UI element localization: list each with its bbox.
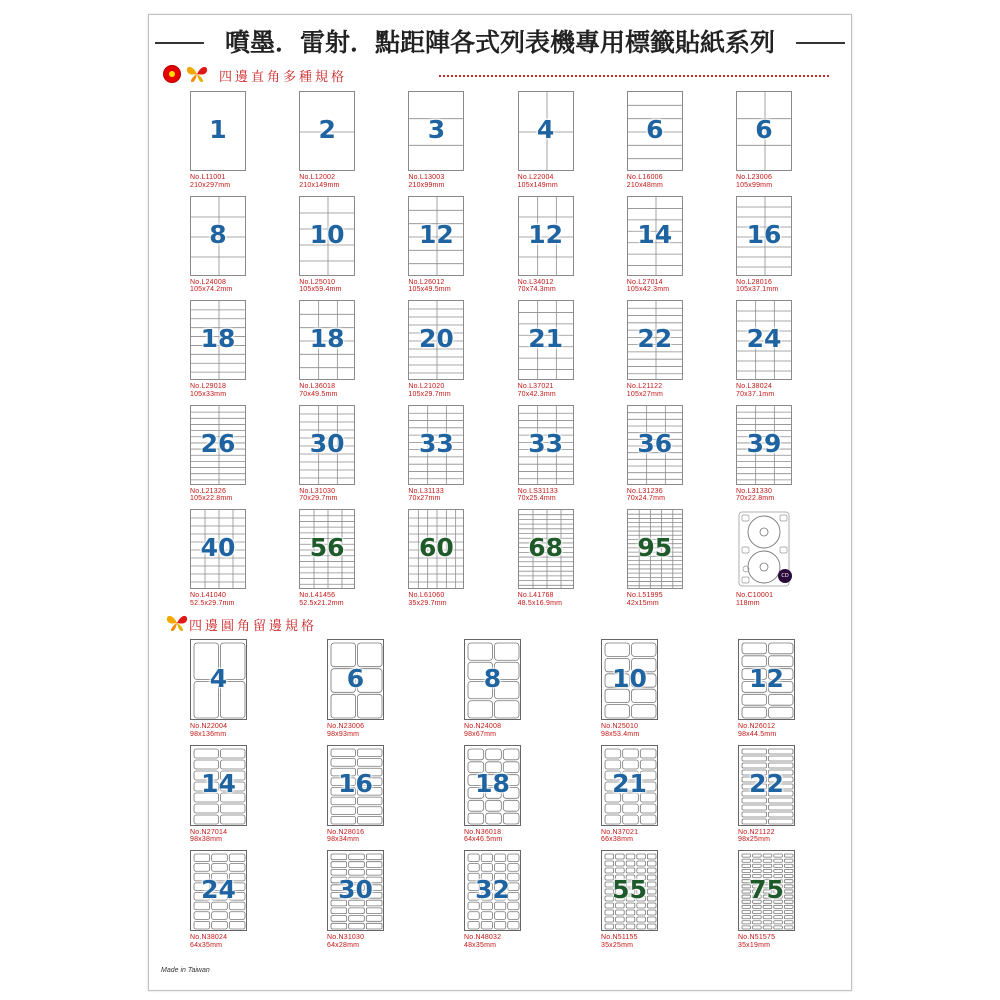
label-sheet-item <box>299 509 355 609</box>
label-count: 10 <box>612 663 647 693</box>
label-size: 98x136mm <box>190 730 227 738</box>
label-sheet-item <box>736 196 792 296</box>
label-size: 105x37.1mm <box>736 286 779 293</box>
made-in-note: Made in Taiwan <box>161 967 210 974</box>
section-title: 四邊直角多種規格 <box>219 70 348 85</box>
label-count: 3 <box>427 115 446 144</box>
product-code <box>299 592 344 607</box>
label-sheet-thumbnail <box>518 405 574 485</box>
product-number: No.N28016 <box>327 828 365 836</box>
label-count: 12 <box>528 219 563 249</box>
label-size: 48x35mm <box>464 941 497 949</box>
label-sheet-item <box>627 91 683 191</box>
butterfly-icon <box>165 613 189 633</box>
product-code <box>299 279 341 294</box>
label-sheet-thumbnail <box>190 300 246 380</box>
label-sheet-thumbnail <box>408 196 464 276</box>
label-sheet-item <box>518 509 574 609</box>
label-size: 98x38mm <box>190 836 223 843</box>
label-sheet-item <box>627 509 683 609</box>
label-size: 70x24.7mm <box>626 495 666 502</box>
label-size: 98x25mm <box>738 836 771 843</box>
label-sheet-thumbnail <box>299 509 355 589</box>
product-number: No.N22004 <box>190 723 228 730</box>
label-count: 8 <box>483 663 502 693</box>
label-sheet-item <box>190 509 246 609</box>
label-sheet-item <box>738 639 795 740</box>
product-code <box>408 174 444 189</box>
product-number: No.N27014 <box>190 828 228 836</box>
product-number: No.L23006 <box>736 174 773 181</box>
label-count: 40 <box>200 533 236 562</box>
label-size: 98x67mm <box>464 730 497 738</box>
label-size: 105x27mm <box>626 390 664 398</box>
label-sheet-thumbnail <box>518 91 574 171</box>
product-number: No.L41040 <box>190 592 227 599</box>
label-sheet-item <box>408 509 464 609</box>
product-number: No.L21020 <box>408 383 445 390</box>
label-count: 26 <box>200 428 236 458</box>
label-count: 2 <box>318 115 336 144</box>
label-sheet-item <box>408 300 464 400</box>
label-count: 6 <box>646 115 664 144</box>
label-sheet-thumbnail <box>327 850 384 931</box>
label-sheet-thumbnail <box>738 639 795 720</box>
label-count: 32 <box>475 874 510 904</box>
label-sheet-item <box>738 745 795 846</box>
label-count: 22 <box>749 769 784 798</box>
product-code <box>408 592 446 607</box>
label-count: 36 <box>637 428 673 458</box>
label-size: 98x34mm <box>327 836 360 843</box>
product-code <box>327 829 364 844</box>
label-count: 1 <box>209 115 227 144</box>
product-code <box>518 174 558 189</box>
label-sheet-item <box>299 405 355 505</box>
label-sheet-thumbnail <box>736 509 792 589</box>
label-sheet-thumbnail <box>736 91 792 171</box>
label-sheet-thumbnail <box>190 405 246 485</box>
label-sheet-item <box>408 91 464 191</box>
product-number: No.N48032 <box>464 934 502 941</box>
label-sheet-item <box>464 745 521 846</box>
label-count: 14 <box>201 769 236 798</box>
label-size: 35x19mm <box>738 941 771 949</box>
product-code <box>738 934 775 949</box>
label-sheet-item <box>299 300 355 400</box>
product-number: No.L21122 <box>626 383 663 390</box>
product-number: No.N21122 <box>738 828 775 836</box>
label-size: 70x22.8mm <box>736 495 775 502</box>
product-number: No.LS31133 <box>517 487 558 495</box>
product-code <box>601 829 638 844</box>
product-code <box>736 592 773 607</box>
label-sheet-item <box>464 850 521 951</box>
product-number: No.N24008 <box>464 723 502 730</box>
product-code <box>518 592 563 607</box>
label-count: 60 <box>418 533 454 562</box>
product-code <box>736 174 772 189</box>
label-size: 70x37.1mm <box>736 390 775 398</box>
label-sheet-item <box>736 509 792 609</box>
section-rounded-corners <box>149 614 851 634</box>
product-number: No.L16006 <box>626 174 663 181</box>
label-count: 14 <box>637 219 673 249</box>
label-count: 16 <box>746 219 782 249</box>
product-number: No.L41768 <box>517 592 554 599</box>
label-count: 39 <box>746 428 782 458</box>
label-sheet-item <box>464 639 521 740</box>
product-code <box>518 488 558 503</box>
label-sheet-item <box>736 300 792 400</box>
label-sheet-item <box>518 196 574 296</box>
label-sheet-thumbnail <box>408 91 464 171</box>
label-sheet-thumbnail <box>408 405 464 485</box>
product-number: No.L41456 <box>299 592 336 599</box>
cd-badge: CD <box>778 569 792 583</box>
label-sheet-thumbnail <box>736 196 792 276</box>
product-code <box>736 488 774 503</box>
label-sheet-item <box>190 300 246 400</box>
product-code <box>736 279 778 294</box>
label-sheet-thumbnail <box>190 91 246 171</box>
brand-logo-icon <box>163 65 181 83</box>
title-rule-left <box>155 42 211 44</box>
label-sheet-thumbnail <box>299 300 355 380</box>
product-code <box>601 723 639 738</box>
label-size: 105x42.3mm <box>626 286 670 293</box>
product-code <box>627 592 663 607</box>
product-number: No.N26012 <box>738 723 776 730</box>
product-code <box>190 829 227 844</box>
label-count: 33 <box>418 428 454 458</box>
label-size: 210x99mm <box>408 181 445 189</box>
label-count: 18 <box>200 324 236 353</box>
product-number: No.N25010 <box>601 723 639 730</box>
label-size: 98x93mm <box>327 730 360 738</box>
label-sheet-thumbnail <box>299 196 355 276</box>
label-count: 18 <box>475 769 510 798</box>
product-number: No.L31030 <box>299 487 336 495</box>
product-number: No.L37021 <box>517 383 554 390</box>
label-count: 4 <box>536 115 555 144</box>
label-size: 35x25mm <box>601 941 634 949</box>
label-sheet-thumbnail <box>601 850 658 931</box>
label-sheet-thumbnail <box>627 300 683 380</box>
product-code <box>518 383 556 398</box>
product-code <box>627 279 669 294</box>
label-count: 55 <box>612 874 647 904</box>
label-count: 21 <box>612 769 647 798</box>
product-number: No.L51995 <box>626 592 663 599</box>
product-code <box>738 723 776 738</box>
label-sheet-item <box>327 745 384 846</box>
label-size: 70x29.7mm <box>299 495 338 502</box>
product-code <box>299 174 339 189</box>
product-number: No.L61060 <box>408 592 445 599</box>
label-sheet-thumbnail <box>190 850 247 931</box>
product-number: No.L27014 <box>626 278 663 286</box>
label-size: 98x44.5mm <box>738 730 777 738</box>
label-size: 48.5x16.9mm <box>517 599 563 607</box>
label-sheet-item <box>408 405 464 505</box>
product-number: No.L31330 <box>736 487 773 495</box>
label-sheet-thumbnail <box>190 639 247 720</box>
label-sheet-item <box>190 91 246 191</box>
label-sheet-item <box>299 91 355 191</box>
product-code <box>736 383 774 398</box>
label-sheet-item <box>627 405 683 505</box>
section-title: 四邊圓角留邊規格 <box>189 619 318 634</box>
label-count: 10 <box>309 219 345 249</box>
label-count: 75 <box>749 874 784 904</box>
label-sheet-item <box>518 300 574 400</box>
label-sheet-thumbnail <box>327 639 384 720</box>
title-rule-right <box>789 42 845 44</box>
product-code <box>738 829 775 844</box>
label-size: 52.5x21.2mm <box>299 599 344 607</box>
product-number: No.L29018 <box>190 383 227 390</box>
label-sheet-thumbnail <box>518 300 574 380</box>
product-code <box>627 488 665 503</box>
label-count: 6 <box>346 663 365 693</box>
label-sheet-item <box>627 300 683 400</box>
label-sheet-item <box>601 639 658 740</box>
label-sheet-item <box>601 745 658 846</box>
product-number: No.N23006 <box>327 723 365 730</box>
label-sheet-thumbnail <box>190 509 246 589</box>
product-number: No.L24008 <box>190 278 227 286</box>
product-number: No.L22004 <box>517 174 554 181</box>
product-code <box>327 723 364 738</box>
label-count: 33 <box>528 428 563 458</box>
product-code <box>190 488 232 503</box>
product-code <box>408 488 444 503</box>
product-code <box>299 488 337 503</box>
label-count: 16 <box>338 769 373 798</box>
label-sheet-thumbnail <box>464 639 521 720</box>
label-sheet-thumbnail <box>518 509 574 589</box>
label-count: 30 <box>338 874 373 904</box>
product-code <box>627 383 663 398</box>
label-sheet-item <box>408 196 464 296</box>
label-size: 70x49.5mm <box>299 390 338 398</box>
label-size: 42x15mm <box>626 599 659 607</box>
product-number: No.L31236 <box>626 487 663 495</box>
product-code <box>518 279 556 294</box>
label-sheet-thumbnail <box>627 405 683 485</box>
label-count: 6 <box>755 115 773 144</box>
label-size: 105x33mm <box>190 390 227 398</box>
dotted-rule <box>439 75 829 77</box>
product-code <box>408 383 450 398</box>
product-code <box>464 934 501 949</box>
label-size: 210x48mm <box>626 181 664 189</box>
label-count: 68 <box>528 533 563 562</box>
product-number: No.L38024 <box>736 383 773 390</box>
label-size: 70x25.4mm <box>517 495 556 502</box>
label-size: 105x149mm <box>517 181 558 189</box>
product-number: No.N38024 <box>190 934 228 941</box>
label-sheet-thumbnail <box>627 196 683 276</box>
product-number: No.C10001 <box>736 592 774 599</box>
label-count: 18 <box>309 324 345 353</box>
product-code <box>464 723 501 738</box>
label-size: 105x74.2mm <box>190 286 233 293</box>
label-sheet-thumbnail <box>601 639 658 720</box>
label-sheet-item <box>736 91 792 191</box>
product-number: No.L12002 <box>299 174 336 181</box>
label-sheet-item <box>190 196 246 296</box>
product-number: No.L36018 <box>299 383 336 390</box>
label-sheet-thumbnail <box>190 745 247 826</box>
label-size: 66x38mm <box>601 836 634 843</box>
label-sheet-thumbnail <box>736 300 792 380</box>
label-size: 105x29.7mm <box>408 390 451 398</box>
product-number: No.N37021 <box>601 828 639 836</box>
label-count: 4 <box>209 663 228 693</box>
product-code <box>464 829 502 844</box>
label-sheet-item <box>601 850 658 951</box>
product-number: No.L31133 <box>408 487 444 495</box>
label-size: 118mm <box>736 599 760 607</box>
label-count: 24 <box>201 874 236 904</box>
label-sheet-thumbnail <box>736 405 792 485</box>
product-number: No.N51155 <box>601 934 638 941</box>
label-sheet-thumbnail <box>464 850 521 931</box>
label-count: 24 <box>746 324 782 353</box>
label-size: 35x29.7mm <box>408 599 447 607</box>
catalog-sheet <box>148 14 852 991</box>
label-count: 56 <box>309 533 345 562</box>
label-size: 64x35mm <box>190 941 223 949</box>
label-size: 210x149mm <box>299 181 340 189</box>
label-count: 12 <box>749 663 784 693</box>
label-sheet-item <box>190 745 247 846</box>
product-code <box>627 174 663 189</box>
label-size: 105x59.4mm <box>299 286 342 293</box>
label-sheet-thumbnail <box>518 196 574 276</box>
label-sheet-thumbnail <box>190 196 246 276</box>
label-sheet-item <box>327 850 384 951</box>
label-sheet-item <box>736 405 792 505</box>
label-sheet-item <box>738 850 795 951</box>
product-number: No.L21326 <box>190 487 227 495</box>
product-number: No.N31030 <box>327 934 365 941</box>
page-title: 噴墨．雷射．點距陣各式列表機專用標籤貼紙系列 <box>204 23 796 59</box>
label-sheet-item <box>627 196 683 296</box>
label-sheet-item <box>190 639 247 740</box>
label-sheet-item <box>518 91 574 191</box>
label-count: 21 <box>528 324 563 353</box>
label-sheet-item <box>518 405 574 505</box>
label-sheet-item <box>190 850 247 951</box>
label-count: 30 <box>309 428 345 458</box>
label-size: 105x49.5mm <box>408 286 451 293</box>
label-count: 12 <box>418 219 454 249</box>
label-sheet-thumbnail <box>738 850 795 931</box>
product-number: No.L25010 <box>299 278 336 286</box>
label-size: 70x42.3mm <box>517 390 556 398</box>
label-size: 210x297mm <box>190 181 231 189</box>
label-sheet-thumbnail <box>408 300 464 380</box>
label-sheet-thumbnail <box>627 509 683 589</box>
product-code <box>299 383 337 398</box>
label-sheet-thumbnail <box>299 405 355 485</box>
label-sheet-thumbnail <box>464 745 521 826</box>
label-sheet-thumbnail <box>601 745 658 826</box>
label-size: 98x53.4mm <box>601 730 640 738</box>
label-sheet-thumbnail <box>327 745 384 826</box>
label-size: 64x28mm <box>327 941 360 949</box>
product-number: No.L11001 <box>190 174 226 181</box>
product-number: No.N36018 <box>464 828 502 836</box>
label-sheet-thumbnail <box>627 91 683 171</box>
product-number: No.L28016 <box>736 278 773 286</box>
product-code <box>327 934 364 949</box>
product-code <box>601 934 638 949</box>
product-code <box>190 174 230 189</box>
label-size: 70x74.3mm <box>517 286 556 293</box>
butterfly-icon <box>185 64 209 84</box>
label-count: 22 <box>637 324 673 353</box>
label-count: 8 <box>209 219 227 249</box>
section-square-corners <box>149 65 851 85</box>
product-code <box>408 279 450 294</box>
label-sheet-item <box>190 405 246 505</box>
product-number: No.L13003 <box>408 174 445 181</box>
product-code <box>190 279 232 294</box>
label-size: 52.5x29.7mm <box>190 599 235 607</box>
label-sheet-thumbnail <box>408 509 464 589</box>
label-size: 105x99mm <box>736 181 773 189</box>
product-code <box>190 383 226 398</box>
label-size: 64x46.5mm <box>464 836 503 843</box>
product-code <box>190 934 227 949</box>
label-count: 95 <box>637 533 673 562</box>
product-code <box>190 723 227 738</box>
product-number: No.L26012 <box>408 278 445 286</box>
product-number: No.L34012 <box>517 278 554 286</box>
label-size: 70x27mm <box>408 495 441 502</box>
label-sheet-thumbnail <box>299 91 355 171</box>
label-sheet-item <box>327 639 384 740</box>
product-number: No.N51575 <box>738 934 776 941</box>
product-code <box>190 592 235 607</box>
label-sheet-thumbnail <box>738 745 795 826</box>
header <box>149 23 851 57</box>
label-sheet-item <box>299 196 355 296</box>
label-size: 105x22.8mm <box>190 495 233 502</box>
label-count: 20 <box>418 324 454 353</box>
